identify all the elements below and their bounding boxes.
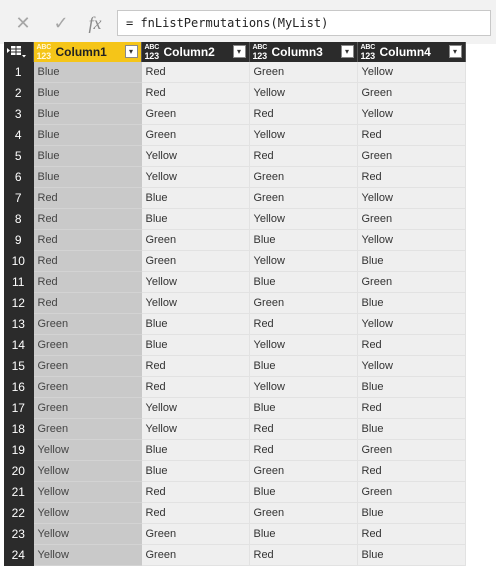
table-cell[interactable]: Green xyxy=(33,335,141,356)
row-number[interactable]: 13 xyxy=(4,314,33,335)
table-row xyxy=(4,230,465,251)
table-cell[interactable]: Red xyxy=(357,398,465,419)
column-header-label: Column2 xyxy=(163,45,215,59)
table-row xyxy=(4,125,465,146)
row-number[interactable]: 14 xyxy=(4,335,33,356)
table-cell[interactable]: Blue xyxy=(141,440,249,461)
table-cell[interactable]: Blue xyxy=(249,398,357,419)
row-number[interactable]: 17 xyxy=(4,398,33,419)
data-table xyxy=(4,42,466,566)
table-cell[interactable]: Blue xyxy=(141,335,249,356)
table-row xyxy=(4,104,465,125)
table-cell[interactable]: Blue xyxy=(357,419,465,440)
row-number[interactable]: 20 xyxy=(4,461,33,482)
table-icon xyxy=(7,45,27,59)
table-cell[interactable]: Green xyxy=(249,293,357,314)
table-options-button[interactable] xyxy=(4,42,33,62)
table-row xyxy=(4,209,465,230)
table-cell[interactable]: Blue xyxy=(249,356,357,377)
any-type-icon[interactable] xyxy=(253,44,271,60)
formula-input[interactable]: = fnListPermutations(MyList) xyxy=(117,10,491,36)
row-number[interactable]: 18 xyxy=(4,419,33,440)
row-number[interactable]: 24 xyxy=(4,545,33,566)
row-number[interactable]: 23 xyxy=(4,524,33,545)
table-cell[interactable]: Green xyxy=(249,503,357,524)
table-cell[interactable]: Green xyxy=(249,188,357,209)
column-header-label: Column3 xyxy=(271,45,323,59)
table-cell[interactable]: Green xyxy=(141,125,249,146)
table-cell[interactable]: Blue xyxy=(357,377,465,398)
table-cell[interactable]: Yellow xyxy=(357,356,465,377)
row-number[interactable]: 8 xyxy=(4,209,33,230)
table-cell[interactable]: Blue xyxy=(33,125,141,146)
table-cell[interactable]: Green xyxy=(357,209,465,230)
table-cell[interactable]: Green xyxy=(141,524,249,545)
table-cell[interactable]: Blue xyxy=(249,272,357,293)
table-cell[interactable]: Yellow xyxy=(141,293,249,314)
table-cell[interactable]: Red xyxy=(141,356,249,377)
row-number[interactable]: 4 xyxy=(4,125,33,146)
column-header-1[interactable] xyxy=(33,42,141,62)
table-cell[interactable]: Green xyxy=(33,419,141,440)
table-cell[interactable]: Green xyxy=(249,167,357,188)
table-cell[interactable]: Red xyxy=(249,419,357,440)
table-cell[interactable]: Red xyxy=(357,125,465,146)
table-cell[interactable]: Green xyxy=(357,440,465,461)
table-row xyxy=(4,167,465,188)
table-cell[interactable]: Green xyxy=(33,356,141,377)
table-cell[interactable]: Green xyxy=(141,104,249,125)
table-cell[interactable]: Green xyxy=(357,482,465,503)
table-row xyxy=(4,146,465,167)
table-row xyxy=(4,272,465,293)
table-cell[interactable]: Red xyxy=(249,146,357,167)
table-row xyxy=(4,83,465,104)
table-cell[interactable]: Blue xyxy=(33,62,141,83)
row-number[interactable]: 10 xyxy=(4,251,33,272)
table-cell[interactable]: Yellow xyxy=(141,398,249,419)
row-number[interactable]: 1 xyxy=(4,62,33,83)
row-number[interactable]: 3 xyxy=(4,104,33,125)
table-row xyxy=(4,545,465,566)
table-cell[interactable]: Red xyxy=(33,272,141,293)
table-cell[interactable]: Blue xyxy=(141,461,249,482)
table-cell[interactable]: Yellow xyxy=(357,230,465,251)
row-number[interactable]: 21 xyxy=(4,482,33,503)
table-row xyxy=(4,398,465,419)
row-number[interactable]: 5 xyxy=(4,146,33,167)
table-cell[interactable]: Blue xyxy=(33,146,141,167)
table-cell[interactable]: Red xyxy=(33,188,141,209)
column-header-4[interactable] xyxy=(357,42,465,62)
table-cell[interactable]: Blue xyxy=(357,251,465,272)
table-row xyxy=(4,419,465,440)
row-number[interactable]: 22 xyxy=(4,503,33,524)
table-cell[interactable]: Yellow xyxy=(249,125,357,146)
table-cell[interactable]: Yellow xyxy=(249,83,357,104)
checkmark-icon[interactable]: ✓ xyxy=(53,12,69,33)
type-badge-top: ABC xyxy=(36,44,52,51)
table-cell[interactable]: Yellow xyxy=(141,167,249,188)
table-cell[interactable]: Yellow xyxy=(33,524,141,545)
table-cell[interactable]: Red xyxy=(357,461,465,482)
table-cell[interactable]: Green xyxy=(141,251,249,272)
table-cell[interactable]: Green xyxy=(249,461,357,482)
table-row xyxy=(4,482,465,503)
formula-bar xyxy=(0,0,496,44)
table-cell[interactable]: Green xyxy=(357,146,465,167)
table-cell[interactable]: Green xyxy=(141,230,249,251)
table-cell[interactable]: Blue xyxy=(33,167,141,188)
function-icon[interactable]: fx xyxy=(88,12,102,33)
table-cell[interactable]: Red xyxy=(33,251,141,272)
table-cell[interactable]: Blue xyxy=(357,503,465,524)
filter-dropdown-icon[interactable]: ▾ xyxy=(233,45,246,58)
table-cell[interactable]: Red xyxy=(33,293,141,314)
table-cell[interactable]: Blue xyxy=(141,314,249,335)
row-number[interactable]: 11 xyxy=(4,272,33,293)
type-badge-bottom: 123 xyxy=(252,51,267,61)
type-badge-top: ABC xyxy=(252,44,268,51)
column-header-2[interactable] xyxy=(141,42,249,62)
table-cell[interactable]: Yellow xyxy=(33,461,141,482)
table-cell[interactable]: Green xyxy=(33,314,141,335)
table-cell[interactable]: Yellow xyxy=(249,251,357,272)
row-number[interactable]: 9 xyxy=(4,230,33,251)
column-header-label: Column1 xyxy=(55,45,107,59)
table-cell[interactable]: Red xyxy=(33,230,141,251)
table-row xyxy=(4,524,465,545)
table-cell[interactable]: Yellow xyxy=(249,209,357,230)
table-cell[interactable]: Yellow xyxy=(357,188,465,209)
table-cell[interactable]: Red xyxy=(141,62,249,83)
filter-dropdown-icon[interactable]: ▾ xyxy=(449,45,462,58)
table-cell[interactable]: Green xyxy=(33,398,141,419)
table-cell[interactable]: Yellow xyxy=(33,440,141,461)
table-cell[interactable]: Yellow xyxy=(33,545,141,566)
table-cell[interactable]: Blue xyxy=(357,293,465,314)
row-number[interactable]: 19 xyxy=(4,440,33,461)
table-cell[interactable]: Red xyxy=(141,83,249,104)
filter-dropdown-icon[interactable]: ▾ xyxy=(125,45,138,58)
table-cell[interactable]: Yellow xyxy=(141,272,249,293)
table-header xyxy=(4,42,465,62)
any-type-icon[interactable] xyxy=(145,44,163,60)
table-cell[interactable]: Blue xyxy=(33,83,141,104)
table-cell[interactable]: Red xyxy=(249,545,357,566)
type-badge-top: ABC xyxy=(360,44,376,51)
table-cell[interactable]: Green xyxy=(141,545,249,566)
table-row xyxy=(4,62,465,83)
table-cell[interactable]: Yellow xyxy=(33,503,141,524)
any-type-icon[interactable] xyxy=(361,44,379,60)
type-badge-bottom: 123 xyxy=(36,51,51,61)
table-cell[interactable]: Blue xyxy=(141,209,249,230)
table-row xyxy=(4,314,465,335)
column-header-3[interactable] xyxy=(249,42,357,62)
row-number[interactable]: 6 xyxy=(4,167,33,188)
table-cell[interactable]: Yellow xyxy=(357,104,465,125)
any-type-icon[interactable] xyxy=(37,44,55,60)
filter-dropdown-icon[interactable]: ▾ xyxy=(341,45,354,58)
table-cell[interactable]: Red xyxy=(141,377,249,398)
close-icon[interactable]: ✕ xyxy=(15,12,31,33)
table-cell[interactable]: Blue xyxy=(357,545,465,566)
table-cell[interactable]: Red xyxy=(33,209,141,230)
table-cell[interactable]: Blue xyxy=(141,188,249,209)
table-row xyxy=(4,377,465,398)
table-cell[interactable]: Yellow xyxy=(141,419,249,440)
table-cell[interactable]: Red xyxy=(357,167,465,188)
table-cell[interactable]: Yellow xyxy=(357,62,465,83)
row-number[interactable]: 7 xyxy=(4,188,33,209)
table-row xyxy=(4,293,465,314)
table-cell[interactable]: Red xyxy=(357,335,465,356)
table-cell[interactable]: Red xyxy=(249,440,357,461)
table-row xyxy=(4,188,465,209)
table-cell[interactable]: Red xyxy=(357,524,465,545)
table-row xyxy=(4,356,465,377)
table-cell[interactable]: Green xyxy=(33,377,141,398)
table-cell[interactable]: Yellow xyxy=(249,335,357,356)
table-cell[interactable]: Yellow xyxy=(249,377,357,398)
table-cell[interactable]: Blue xyxy=(249,482,357,503)
row-number[interactable]: 15 xyxy=(4,356,33,377)
table-cell[interactable]: Yellow xyxy=(357,314,465,335)
table-cell[interactable]: Green xyxy=(357,272,465,293)
table-cell[interactable]: Blue xyxy=(249,524,357,545)
table-cell[interactable]: Blue xyxy=(249,230,357,251)
table-row xyxy=(4,440,465,461)
table-cell[interactable]: Yellow xyxy=(141,146,249,167)
type-badge-top: ABC xyxy=(144,44,160,51)
table-cell[interactable]: Green xyxy=(249,62,357,83)
table-row xyxy=(4,503,465,524)
table-cell[interactable]: Red xyxy=(141,482,249,503)
table-row xyxy=(4,251,465,272)
table-cell[interactable]: Yellow xyxy=(33,482,141,503)
column-header-label: Column4 xyxy=(379,45,431,59)
table-cell[interactable]: Green xyxy=(357,83,465,104)
type-badge-bottom: 123 xyxy=(144,51,159,61)
row-number[interactable]: 16 xyxy=(4,377,33,398)
table-cell[interactable]: Red xyxy=(249,314,357,335)
row-number[interactable]: 2 xyxy=(4,83,33,104)
table-row xyxy=(4,461,465,482)
table-cell[interactable]: Blue xyxy=(33,104,141,125)
table-row xyxy=(4,335,465,356)
table-cell[interactable]: Red xyxy=(249,104,357,125)
table-cell[interactable]: Red xyxy=(141,503,249,524)
row-number[interactable]: 12 xyxy=(4,293,33,314)
type-badge-bottom: 123 xyxy=(360,51,375,61)
